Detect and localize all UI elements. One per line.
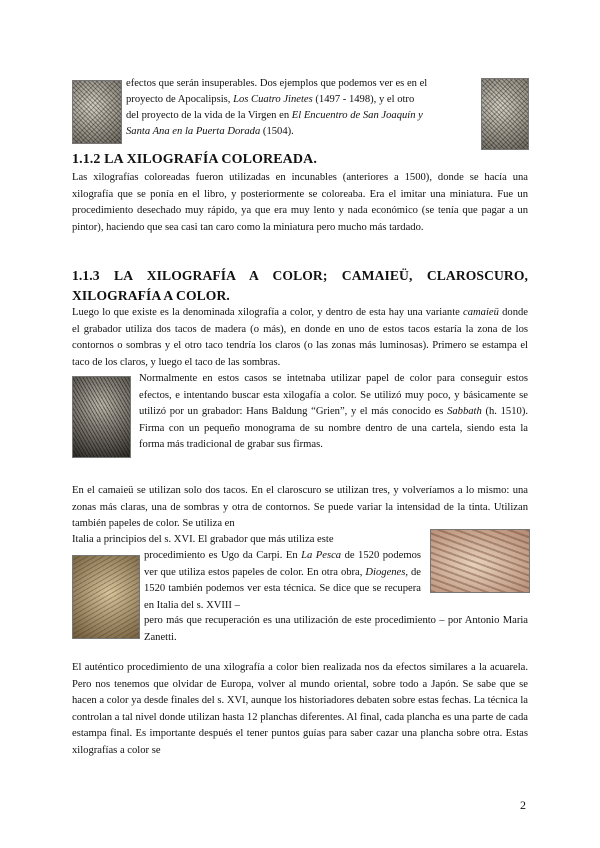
section-1-1-3-paragraph-4: El auténtico procedimiento de una xilografía a color bien realizada nos da efectos similares a la acuarela. Pero nos tenemos que olvidar de Europa, volver al mundo oriental, sobre todo a Japón. Se sabe que se hacen a color ya desde finales del s. XVI, aunque los historiadores debaten sobre estas fechas. La técnica la controlan a tal nivel donde utilizan hasta 12 planchas diferentes. Al final, cada plancha es una parte de cada estampa final. Es importante después el tener puntos guías para saber cazar una plancha sobre otra. Estas xilografías a color se (72, 662, 528, 756)
golden-gate-woodcut-image (481, 78, 529, 150)
section-1-1-3-paragraph-3-line: Italia a principios del s. XVI. El grabador que más utiliza este (72, 534, 334, 545)
sabbath-woodcut-image (72, 376, 131, 458)
section-1-1-3-paragraph-2: Normalmente en estos casos se intetnaba utilizar papel de color para conseguir estos efectos, e intentando buscar esta xilogafía a color. Se utilizó muy poco, y básicamente se utilizó por un grabador: Hans Baldung “Grien”, y el más conocido es Sabbath (h. 1510). Firma con un pequeño monograma de su nombre dentro de una cartela, siendo esta la forma más tradicional de grabar sus firmas. (139, 373, 528, 450)
intro-line-1: efectos que serán insuperables. Dos ejemplos que podemos ver es en el (126, 78, 428, 89)
section-1-1-2-heading: 1.1.2 LA XILOGRAFÍA COLOREADA. (72, 152, 317, 167)
section-1-1-3-paragraph-3-end: pero más que recuperación es una utilización de este procedimiento – por Antonio Maria Zanetti. (144, 615, 528, 643)
section-1-1-2-body: Las xilografías coloreadas fueron utilizadas en incunables (anteriores a 1500), donde se hacía una xilografía que se ponía en el libro, y posteriormente se coloreaba. Era el imitar una miniatura. Fue un procedimiento desechado muy rápido, ya que era muy lento y nada económico (se tenía que pagar a un pintor), haciendo que sea casi tan caro como la miniatura pero mucho más tardado. (72, 172, 528, 233)
section-1-1-3-heading (72, 266, 528, 285)
four-horsemen-woodcut-image (72, 80, 122, 144)
la-pesca-chiaroscuro-image (430, 529, 530, 593)
diogenes-chiaroscuro-image (72, 555, 140, 639)
intro-line-2: proyecto de Apocalipsis, Los Cuatro Jinetes (1497 - 1498), y el otro (126, 94, 415, 105)
page-number: 2 (520, 798, 526, 812)
intro-line-4: Santa Ana en la Puerta Dorada (1504). (126, 126, 294, 137)
intro-line-3: del proyecto de la vida de la Virgen en El Encuentro de San Joaquín y (126, 110, 423, 121)
section-1-1-3-paragraph-3-middle: procedimiento es Ugo da Carpi. En La Pesca de 1520 podemos ver que utiliza estos papeles de color. En otra obra, Diogenes, de 1520 también podemos ver esta técnica. Se dice que se recupera en Italia del s. XVIII – (144, 550, 421, 611)
section-1-1-3-heading-line-1: 1.1.3 LA XILOGRAFÍA A COLOR; CAMAIEÜ, CLAROSCURO, (72, 268, 528, 283)
section-1-1-3-paragraph-1: Luego lo que existe es la denominada xilografía a color, y dentro de esta hay una variante camaieü donde el grabador utiliza dos tacos de madera (o más), en donde en uno de estos tacos estaría la zona de los contornos o sombras y el otro taco tendría los claros (o las zonas más luminosas). Primero se estampa el taco de los claros, y luego el taco de las sombras. (72, 307, 528, 368)
section-1-1-3-heading-line-2: XILOGRAFÍA A COLOR. (72, 288, 230, 303)
section-1-1-3-paragraph-3-start: En el camaieü se utilizan solo dos tacos. En el claroscuro se utilizan tres, y volveríamos a lo mismo: una zonas más claras, una de sombras y otra de contornos. Se puede variar la intensidad de la tinta. Utilizan también papeles de color. Se utiliza en (72, 485, 528, 529)
